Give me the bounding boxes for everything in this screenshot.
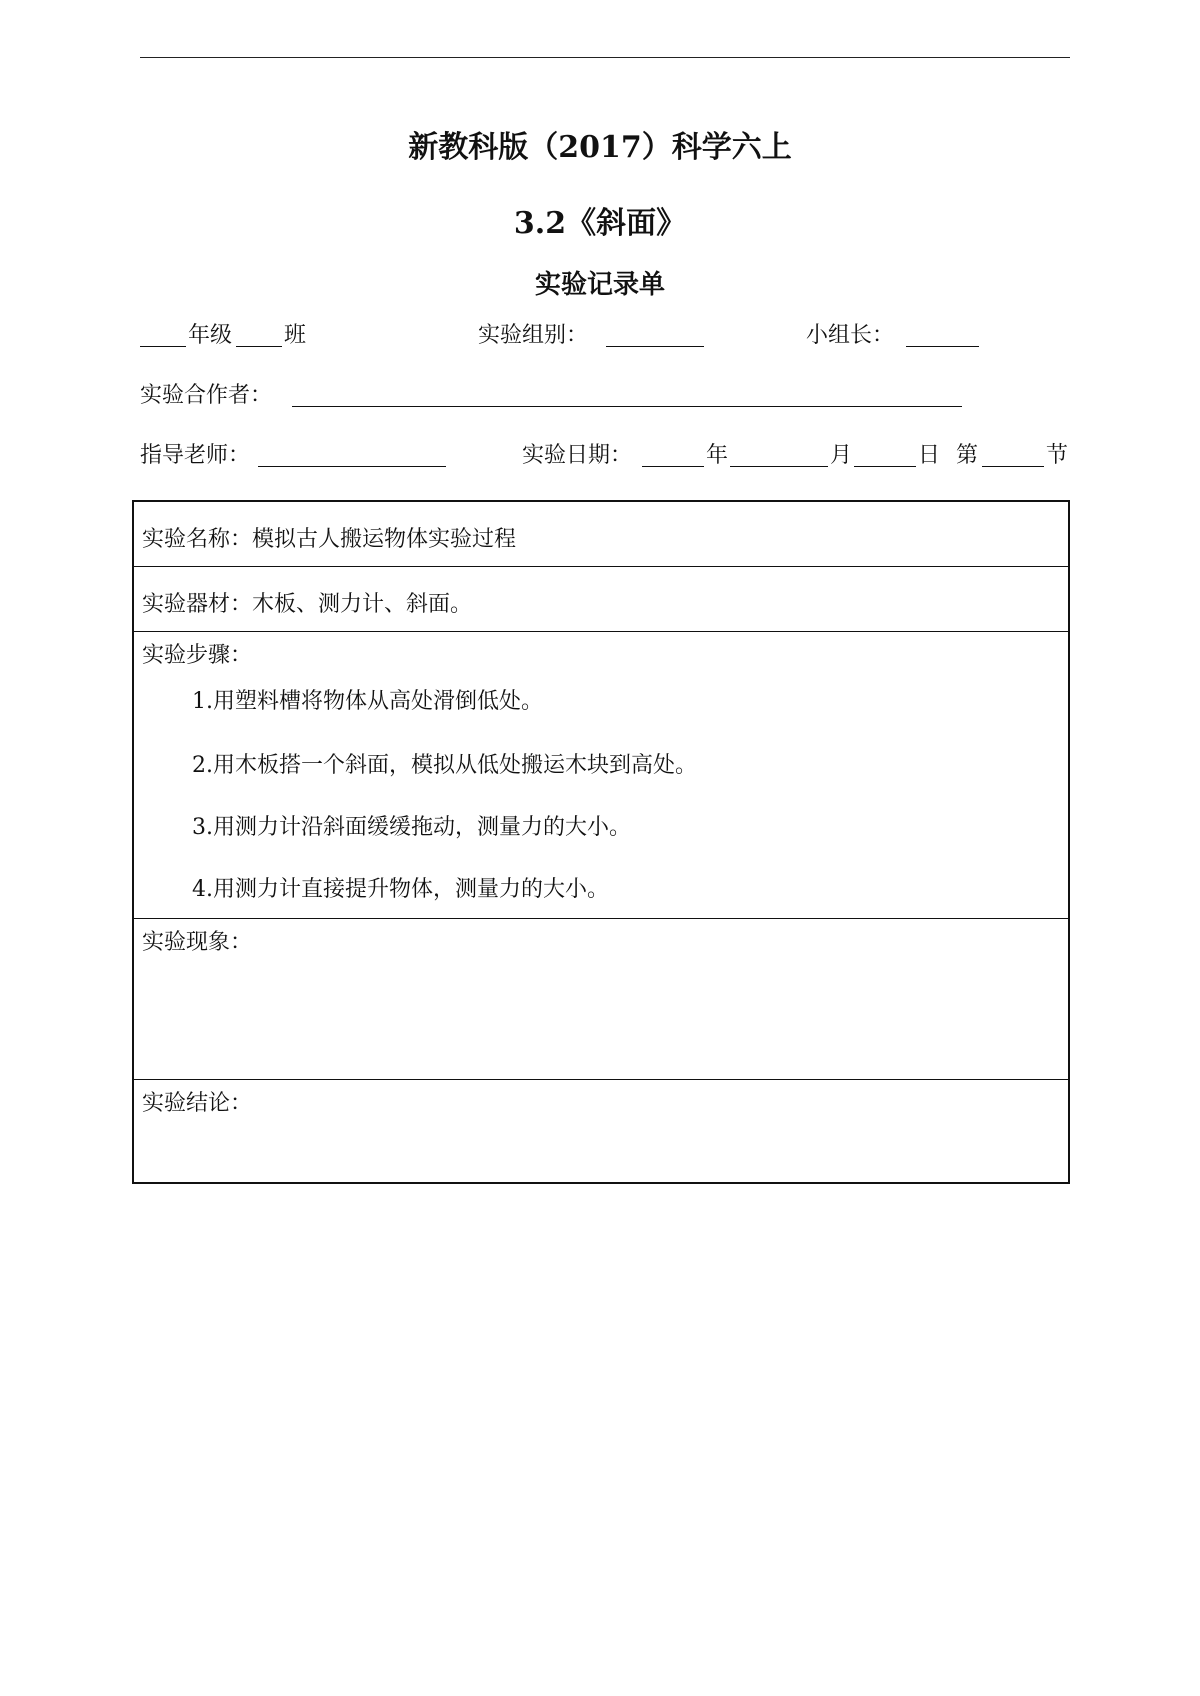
- step-item: 1.用塑料槽将物体从高处滑倒低处。: [192, 689, 543, 714]
- experiment-conclusion-label: 实验结论：: [142, 1091, 253, 1116]
- period-prefix: 第: [956, 443, 979, 468]
- experiment-record-table: [132, 500, 1070, 1184]
- experiment-name-row: [134, 502, 1068, 567]
- period-blank[interactable]: [982, 438, 1044, 467]
- step-item: 3.用测力计沿斜面缓缓拖动，测量力的大小。: [192, 815, 631, 840]
- info-row-class: [140, 318, 1070, 358]
- partners-blank[interactable]: [292, 378, 962, 407]
- grade-blank[interactable]: [140, 318, 186, 347]
- year-blank[interactable]: [642, 438, 704, 467]
- experiment-phenomenon-row[interactable]: [134, 919, 1068, 1080]
- step-item: 4.用测力计直接提升物体，测量力的大小。: [192, 877, 609, 902]
- header-rule: [140, 57, 1070, 58]
- record-sheet-title: 实验记录单: [534, 270, 665, 300]
- lesson-title: 3.2《斜面》: [513, 206, 687, 241]
- leader-blank[interactable]: [906, 318, 979, 347]
- experiment-steps-label: 实验步骤：: [142, 643, 253, 668]
- group-label: 实验组别：: [478, 323, 589, 348]
- experiment-materials-text: 实验器材：木板、测力计、斜面。: [142, 592, 473, 617]
- teacher-blank[interactable]: [258, 438, 446, 467]
- info-row-partners: [140, 378, 1070, 418]
- month-label: 月: [830, 443, 853, 468]
- teacher-label: 指导老师：: [140, 443, 251, 468]
- month-blank[interactable]: [730, 438, 828, 467]
- class-blank[interactable]: [236, 318, 282, 347]
- date-label: 实验日期：: [522, 443, 633, 468]
- class-label: 班: [284, 323, 307, 348]
- year-label: 年: [706, 443, 729, 468]
- group-blank[interactable]: [606, 318, 704, 347]
- experiment-materials-row: [134, 567, 1068, 632]
- day-label: 日: [918, 443, 941, 468]
- grade-label: 年级: [188, 323, 233, 348]
- experiment-phenomenon-label: 实验现象：: [142, 930, 253, 955]
- partners-label: 实验合作者：: [140, 383, 273, 408]
- period-suffix: 节: [1046, 443, 1069, 468]
- experiment-name-text: 实验名称：模拟古人搬运物体实验过程: [142, 527, 517, 552]
- day-blank[interactable]: [854, 438, 916, 467]
- document-title: 新教科版（2017）科学六上: [408, 130, 792, 165]
- leader-label: 小组长：: [806, 323, 895, 348]
- step-item: 2.用木板搭一个斜面，模拟从低处搬运木块到高处。: [192, 753, 697, 778]
- experiment-steps-row: [134, 632, 1068, 919]
- experiment-conclusion-row[interactable]: [134, 1080, 1068, 1182]
- info-row-teacher-date: [140, 438, 1070, 478]
